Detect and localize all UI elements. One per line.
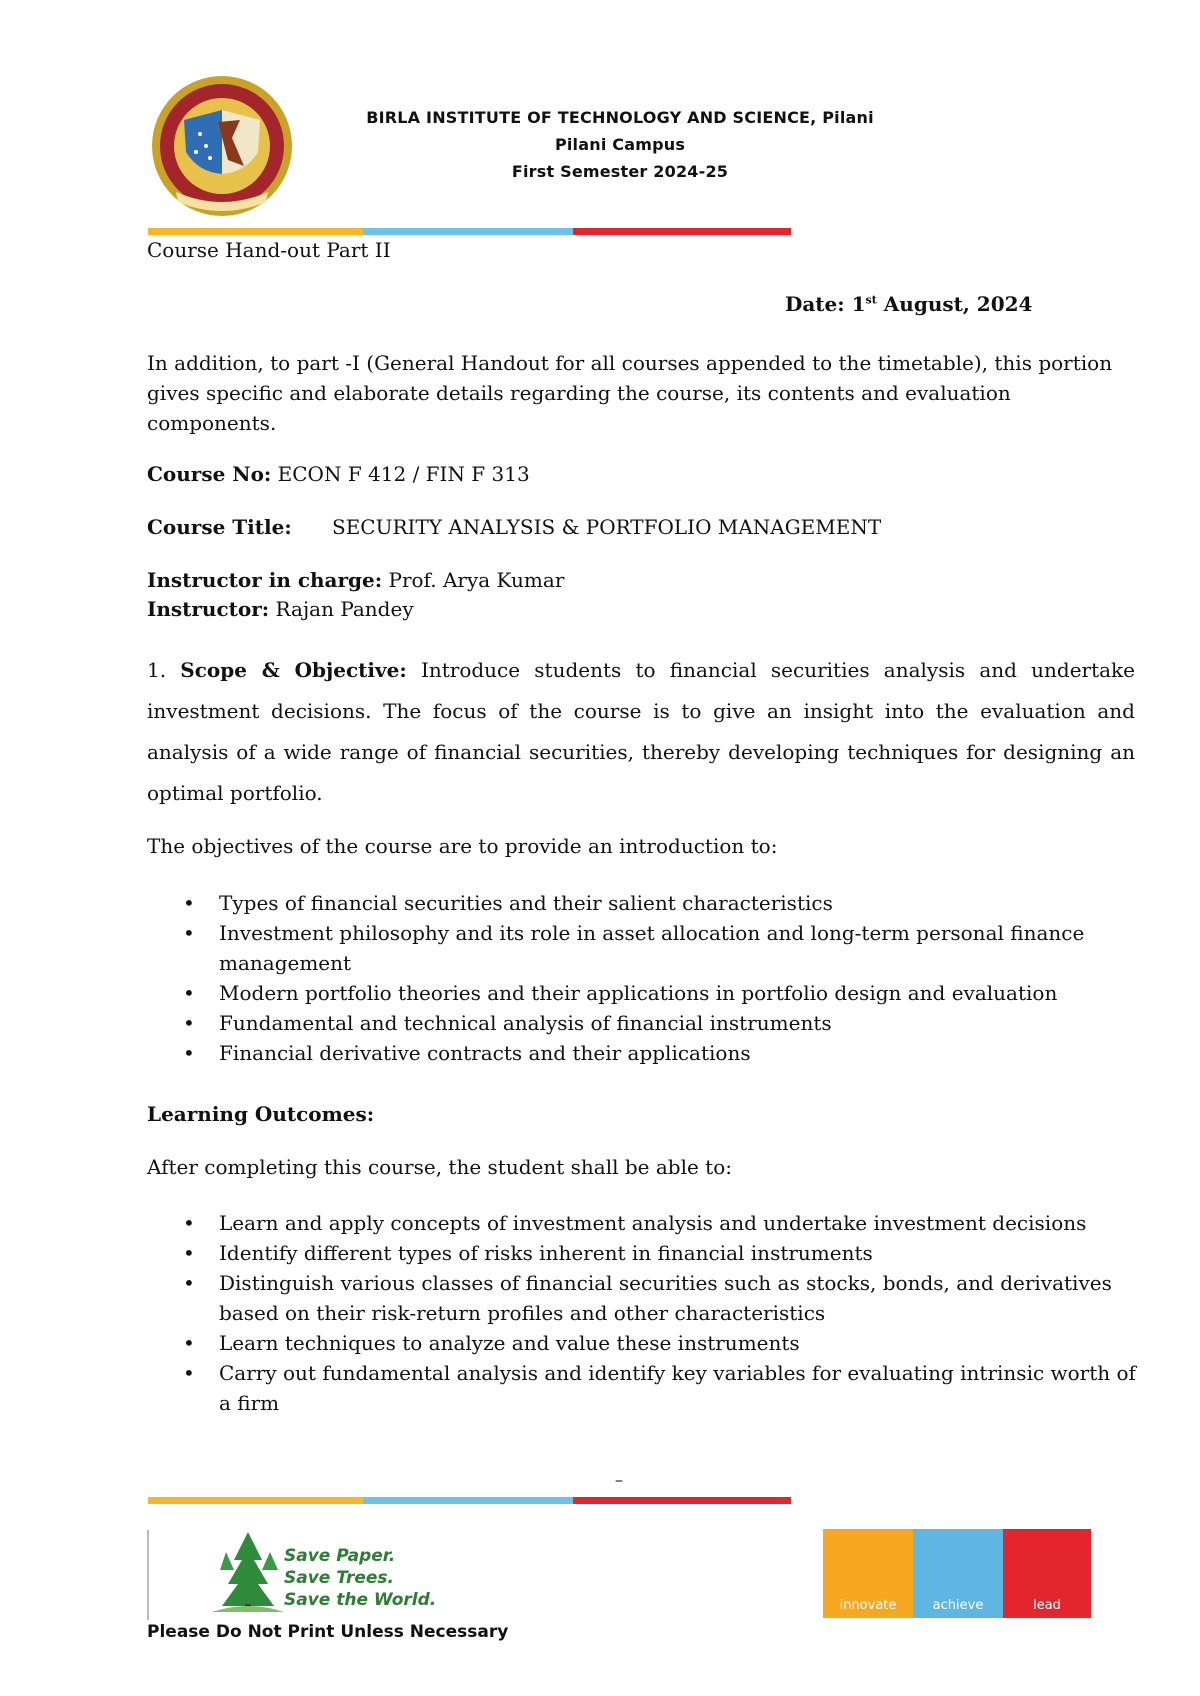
instructor: Instructor: Rajan Pandey: [147, 597, 414, 621]
tree-icon: [212, 1530, 284, 1614]
save-paper-slogan: Save Paper. Save Trees. Save the World.: [284, 1546, 437, 1610]
instructor-in-charge: Instructor in charge: Prof. Arya Kumar: [147, 568, 565, 592]
list-item: • Fundamental and technical analysis of financial instruments: [147, 1008, 1137, 1038]
list-item: • Investment philosophy and its role in asset allocation and long-term personal finance management: [147, 918, 1137, 978]
list-item: • Identify different types of risks inherent in financial instruments: [147, 1238, 1137, 1268]
page-mark: –: [615, 1470, 623, 1489]
campus-name: Pilani Campus: [554, 135, 686, 154]
tag-innovate: innovate: [823, 1529, 913, 1618]
tagline-banner: [823, 1529, 1091, 1618]
institute-name: BIRLA INSTITUTE OF TECHNOLOGY AND SCIENCE, Pilani: [366, 108, 874, 127]
institute-logo: [148, 74, 296, 222]
outcomes-list: [147, 1208, 1137, 1418]
intro-paragraph: In addition, to part -I (General Handout for all courses appended to the timetable), this portion gives specific and elaborate details regarding the course, its contents and evaluation components.: [147, 351, 1113, 435]
objectives-list: [147, 888, 1137, 1068]
footer-color-bar: [148, 1497, 791, 1504]
list-item: • Modern portfolio theories and their applications in portfolio design and evaluation: [147, 978, 1137, 1008]
semester: First Semester 2024-25: [511, 162, 729, 181]
list-item: • Types of financial securities and their salient characteristics: [147, 888, 1137, 918]
tag-lead: lead: [1003, 1529, 1091, 1618]
print-note: Please Do Not Print Unless Necessary: [147, 1622, 509, 1642]
course-number: Course No: ECON F 412 / FIN F 313: [147, 462, 530, 486]
course-title: Course Title: SECURITY ANALYSIS & PORTFOLIO MANAGEMENT: [147, 515, 882, 539]
objectives-intro: The objectives of the course are to provide an introduction to:: [147, 834, 778, 858]
list-item: • Learn and apply concepts of investment analysis and undertake investment decisions: [147, 1208, 1137, 1238]
header-color-bar: [148, 228, 791, 235]
scope-paragraph: 1. Scope & Objective: Introduce students to financial securities analysis and undertake investment decisions. The focus of the course is to give an insight into the evaluation and analysis of a wide range of financial securities, thereby developing techniques for designing an optimal portfolio.: [147, 658, 1136, 805]
list-item: • Financial derivative contracts and their applications: [147, 1038, 1137, 1068]
tag-achieve: achieve: [913, 1529, 1003, 1618]
outcomes-intro: After completing this course, the student shall be able to:: [147, 1155, 732, 1179]
list-item: • Distinguish various classes of financial securities such as stocks, bonds, and derivatives based on their risk-return profiles and other characteristics: [147, 1268, 1137, 1328]
list-item: • Carry out fundamental analysis and identify key variables for evaluating intrinsic worth of a firm: [147, 1358, 1137, 1418]
list-item: • Learn techniques to analyze and value these instruments: [147, 1328, 1137, 1358]
outcomes-heading: Learning Outcomes:: [147, 1102, 375, 1126]
handout-date: Date: 1st August, 2024: [785, 292, 1033, 316]
handout-title: Course Hand-out Part II: [147, 238, 391, 262]
footer-divider: [147, 1530, 149, 1620]
